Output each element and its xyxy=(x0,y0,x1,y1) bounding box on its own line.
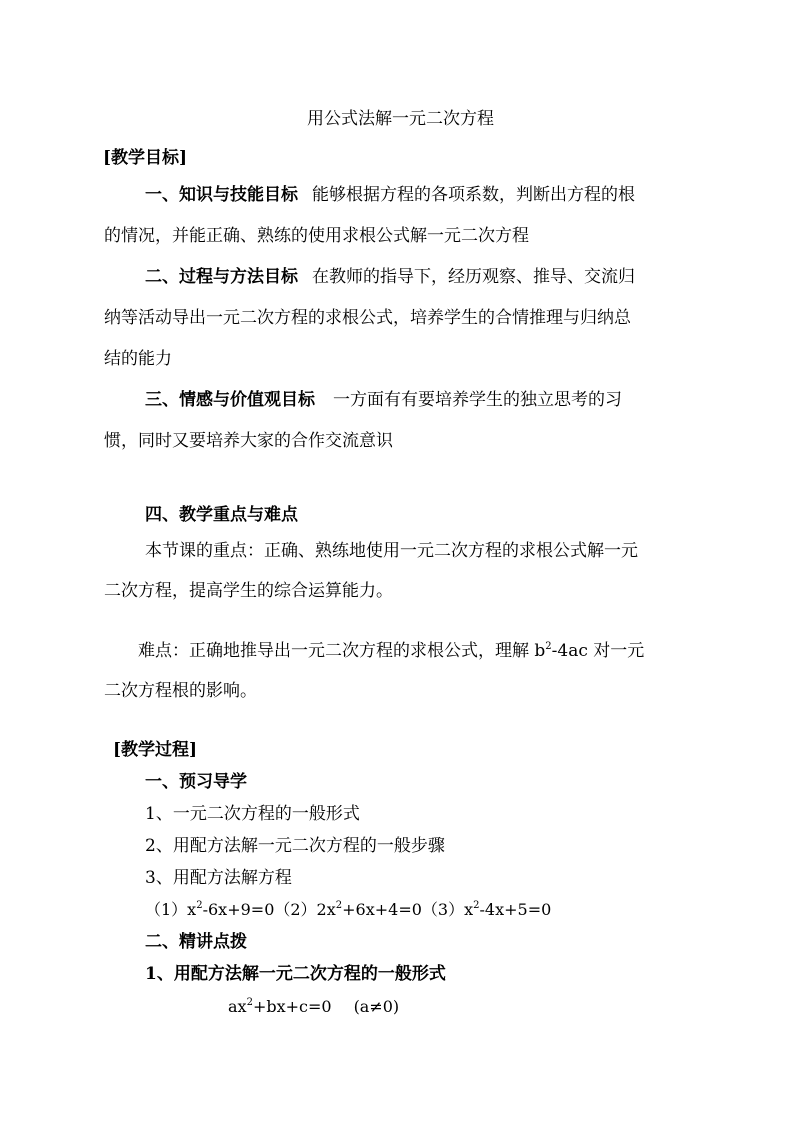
key-points-heading: 四、教学重点与难点 xyxy=(145,505,298,525)
objective-1-head: 一、知识与技能目标 xyxy=(145,185,298,205)
equation-3-tail: -4x+5=0 xyxy=(479,900,552,919)
equation-1-lead: （1）x xyxy=(145,900,197,919)
section-2-heading: 二、精讲点拨 xyxy=(145,932,247,952)
general-form-lead: ax xyxy=(228,997,247,1016)
objective-2-text: 在教师的指导下，经历观察、推导、交流归 xyxy=(312,267,635,287)
subsection-1-heading: 1、用配方法解一元二次方程的一般形式 xyxy=(145,964,446,984)
difficulty-text-end: -4ac 对一元 xyxy=(551,641,645,661)
objective-2-line-1 xyxy=(145,266,635,288)
equation-2-lead: （2）2x xyxy=(274,900,336,919)
superscript: 2 xyxy=(196,900,203,911)
equations-line xyxy=(145,899,551,921)
focus-line-1: 本节课的重点：正确、熟练地使用一元二次方程的求根公式解一元 xyxy=(145,541,638,561)
general-form xyxy=(228,996,399,1018)
objective-1-line-1 xyxy=(145,184,635,206)
list-item: 1、一元二次方程的一般形式 xyxy=(145,804,360,824)
equation-1-tail: -6x+9=0 xyxy=(202,900,275,919)
focus-line-2: 二次方程，提高学生的综合运算能力。 xyxy=(104,581,393,601)
equation-3 xyxy=(422,900,551,919)
section-1-heading: 一、预习导学 xyxy=(145,772,247,792)
objective-2-line-3: 结的能力 xyxy=(104,349,172,369)
objective-1-line-2: 的情况，并能正确、熟练的使用求根公式解一元二次方程 xyxy=(104,226,529,246)
difficulty-line-2: 二次方程根的影响。 xyxy=(104,681,257,701)
objective-3-head: 三、情感与价值观目标 xyxy=(145,390,315,410)
difficulty-line-1 xyxy=(138,640,644,662)
objective-2-head: 二、过程与方法目标 xyxy=(145,267,298,287)
equation-2-tail: +6x+4=0 xyxy=(342,900,422,919)
superscript: 2 xyxy=(335,900,343,911)
objective-3-text: 一方面有有要培养学生的独立思考的习 xyxy=(333,390,622,410)
objective-1-text: 能够根据方程的各项系数，判断出方程的根 xyxy=(312,185,635,205)
page-title: 用公式法解一元二次方程 xyxy=(307,109,494,129)
difficulty-superscript: 2 xyxy=(545,641,552,652)
general-form-tail: +bx+c=0 xyxy=(252,997,332,1016)
equation-2 xyxy=(274,900,422,919)
objective-3-line-2: 惯，同时又要培养大家的合作交流意识 xyxy=(104,431,393,451)
list-item: 3、用配方法解方程 xyxy=(145,868,292,888)
difficulty-text: 难点：正确地推导出一元二次方程的求根公式，理解 b xyxy=(138,641,546,661)
list-item: 2、用配方法解一元二次方程的一般步骤 xyxy=(145,836,445,856)
superscript: 2 xyxy=(473,900,480,911)
objectives-heading: [教学目标] xyxy=(103,148,188,168)
objective-3-line-1 xyxy=(145,389,622,411)
process-heading: [教学过程] xyxy=(113,740,198,760)
objective-2-line-2: 纳等活动导出一元二次方程的求根公式，培养学生的合情推理与归纳总 xyxy=(104,308,631,328)
superscript: 2 xyxy=(246,997,253,1008)
equation-3-lead: （3）x xyxy=(421,900,474,919)
equation-1 xyxy=(145,900,274,919)
general-form-condition: (a≠0) xyxy=(353,997,400,1016)
